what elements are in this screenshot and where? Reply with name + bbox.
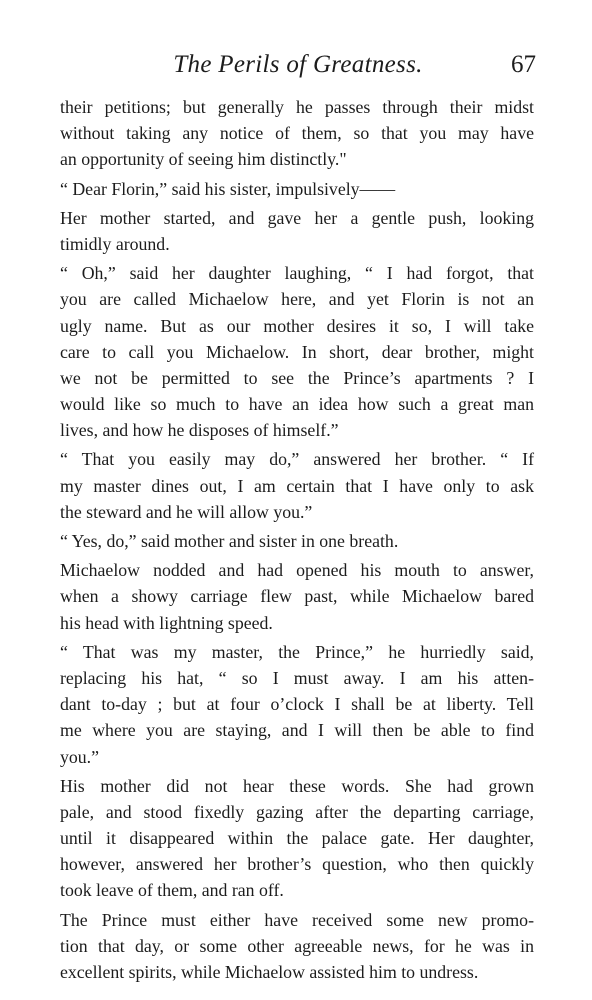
paragraph <box>60 205 534 257</box>
running-head <box>60 47 536 83</box>
text-line: tion that day, or some other agreeable news, for he was in <box>60 935 534 956</box>
text-line: an opportunity of seeing him distinctly." <box>60 149 347 170</box>
paragraph <box>60 773 534 904</box>
paragraph <box>60 94 534 173</box>
text-line: His mother did not hear these words. She had grown <box>60 775 534 796</box>
text-line: you.” <box>60 746 100 767</box>
text-line: my master dines out, I am certain that I have only to ask <box>60 475 534 496</box>
body-text <box>60 94 534 985</box>
text-line: care to call you Michaelow. In short, dear brother, might <box>60 341 534 362</box>
text-line: timidly around. <box>60 233 170 254</box>
paragraph <box>60 557 534 636</box>
text-line: we not be permitted to see the Prince’s apartments ? I <box>60 367 534 388</box>
text-line: “ That was my master, the Prince,” he hurriedly said, <box>60 641 534 662</box>
text-line: their petitions; but generally he passes through their midst <box>60 97 534 117</box>
text-line: you are called Michaelow here, and yet Florin is not an <box>60 289 534 310</box>
text-line: “ That you easily may do,” answered her brother. “ If <box>60 449 534 470</box>
paragraph <box>60 528 534 554</box>
text-line: pale, and stood fixedly gazing after the departing carriage, <box>60 801 534 822</box>
text-line: the steward and he will allow you.” <box>60 501 313 522</box>
text-line: ugly name. But as our mother desires it so, I will take <box>60 315 534 336</box>
text-line: excellent spirits, while Michaelow assisted him to undress. <box>60 962 479 982</box>
text-line: until it disappeared within the palace gate. Her daughter, <box>60 828 534 849</box>
paragraph <box>60 639 534 770</box>
text-line: would like so much to have an idea how such a great man <box>60 394 534 415</box>
text-line: took leave of them, and ran off. <box>60 880 284 901</box>
text-line: The Prince must either have received some new promo- <box>60 909 534 930</box>
running-title: The Perils of Greatness. <box>173 51 423 78</box>
text-line: lives, and how he disposes of himself.” <box>60 420 339 441</box>
text-line: without taking any notice of them, so that you may have <box>60 123 534 144</box>
paragraph <box>60 907 534 986</box>
text-line: replacing his hat, “ so I must away. I am his atten- <box>60 667 534 688</box>
paragraph <box>60 446 534 525</box>
page-number: 67 <box>511 51 536 78</box>
text-line: when a showy carriage flew past, while Michaelow bared <box>60 586 534 607</box>
paragraph <box>60 260 534 443</box>
text-line: dant to-day ; but at four o’clock I shall be at liberty. Tell <box>60 694 534 715</box>
text-line: his head with lightning speed. <box>60 612 273 633</box>
text-line: “ Oh,” said her daughter laughing, “ I had forgot, that <box>60 263 534 284</box>
text-line: however, answered her brother’s question, who then quickly <box>60 854 534 875</box>
text-line: me where you are staying, and I will then be able to find <box>60 720 534 741</box>
text-line: Michaelow nodded and had opened his mouth to answer, <box>60 560 534 581</box>
paragraph <box>60 176 534 202</box>
text-line: Her mother started, and gave her a gentle push, looking <box>60 207 534 228</box>
text-line: “ Yes, do,” said mother and sister in one breath. <box>60 531 399 551</box>
text-line: “ Dear Florin,” said his sister, impulsively—— <box>60 178 396 199</box>
